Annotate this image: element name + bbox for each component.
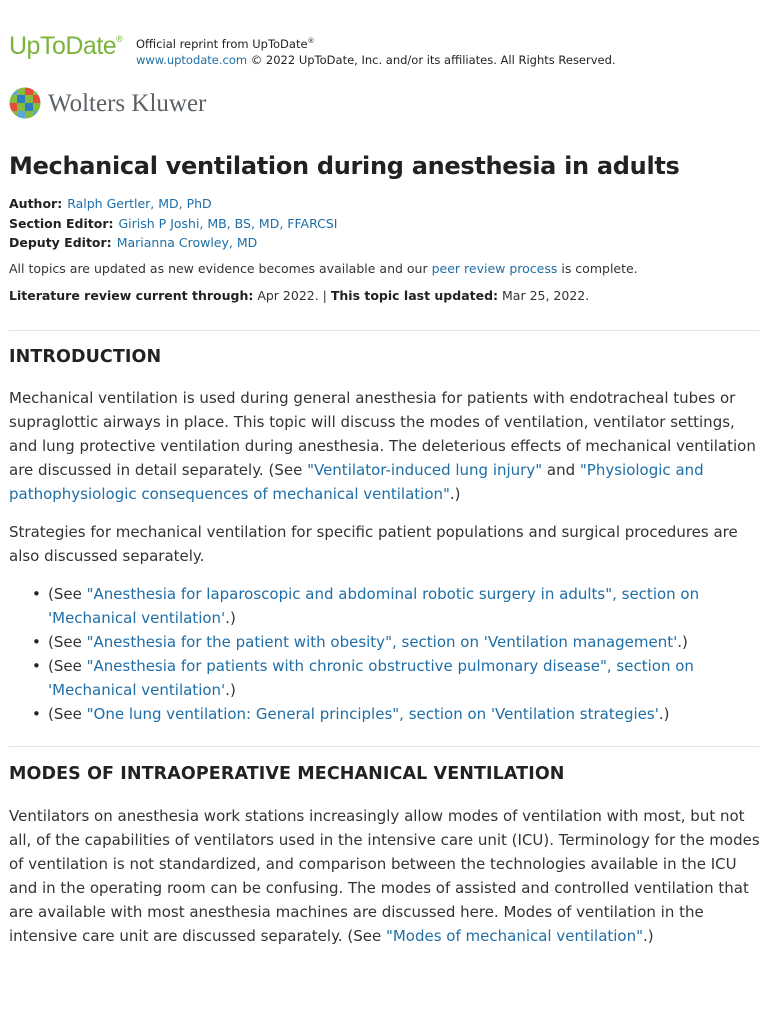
section-editor-label: Section Editor: xyxy=(9,215,114,231)
introduction-heading: INTRODUCTION xyxy=(9,347,162,367)
author-label: Author: xyxy=(9,196,63,211)
update-note: All topics are updated as new evidence becomes available and our peer review process is complete. xyxy=(9,261,638,276)
uptodate-logo[interactable]: UpToDate® xyxy=(9,32,123,60)
review-dates: Literature review current through: Apr 2022. | This topic last updated: Mar 25, 2022. xyxy=(9,288,590,303)
uptodate-site-link[interactable]: www.uptodate.com xyxy=(136,52,248,67)
reprint-header xyxy=(9,32,759,68)
bullet-icon: • xyxy=(32,585,41,603)
one-lung-ventilation-link[interactable]: "One lung ventilation: General principles", section on 'Ventilation strategies' xyxy=(86,705,659,723)
list-item: • (See "Anesthesia for the patient with obesity", section on 'Ventilation management'.) xyxy=(9,630,761,654)
section-divider xyxy=(9,746,759,747)
modes-paragraph-1: Ventilators on anesthesia work stations increasingly allow modes of ventilation with most, but not all, of the capabilities of ventilators used in the intensive care unit (ICU). Terminology for the modes of ventilation is not standardized, and comparison between the technologies available in the ICU and in the operating room can be confusing. The modes of assisted and controlled ventilation that are available with most anesthesia machines are discussed here. Modes of ventilation in the intensive care unit are discussed separately. (See "Modes of mechanical ventilation".) xyxy=(9,807,760,945)
related-topics-list xyxy=(9,582,761,726)
bullet-icon: • xyxy=(32,657,41,675)
intro-paragraph-2: Strategies for mechanical ventilation for specific patient populations and surgical procedures are also discussed separately. xyxy=(9,523,738,565)
deputy-editor-label: Deputy Editor: xyxy=(9,235,112,251)
author-link[interactable]: Ralph Gertler, MD, PhD xyxy=(67,196,212,211)
bullet-icon: • xyxy=(32,633,41,651)
laparoscopic-surgery-link[interactable]: "Anesthesia for laparoscopic and abdominal robotic surgery in adults", section on 'Mechanical ventilation' xyxy=(48,585,700,627)
deputy-editor-link[interactable]: Marianna Crowley, MD xyxy=(116,235,258,251)
author-block xyxy=(9,194,337,253)
modes-of-mechanical-ventilation-link[interactable]: "Modes of mechanical ventilation" xyxy=(385,927,644,945)
intro-paragraph-1: Mechanical ventilation is used during general anesthesia for patients with endotracheal tubes or supraglottic airways in place. This topic will discuss the modes of ventilation, ventilator settings, and lung protective ventilation during anesthesia. The deleterious effects of mechanical ventilation are discussed in detail separately. (See "Ventilator-induced lung injury" and "Physiologic and pathophysiologic consequences of mechanical ventilation".) xyxy=(9,389,756,503)
bullet-icon: • xyxy=(32,705,41,723)
wolters-kluwer-logo[interactable] xyxy=(9,87,229,119)
modes-heading: MODES OF INTRAOPERATIVE MECHANICAL VENTILATION xyxy=(9,764,565,784)
copd-anesthesia-link[interactable]: "Anesthesia for patients with chronic obstructive pulmonary disease", section on 'Mechanical ventilation' xyxy=(48,657,694,699)
section-editor-link[interactable]: Girish P Joshi, MB, BS, MD, FFARCSI xyxy=(118,215,338,231)
list-item: • (See "One lung ventilation: General principles", section on 'Ventilation strategies'.) xyxy=(9,702,761,726)
ventilator-induced-lung-injury-link[interactable]: "Ventilator-induced lung injury" xyxy=(307,461,543,479)
obesity-anesthesia-link[interactable]: "Anesthesia for the patient with obesity", section on 'Ventilation management' xyxy=(86,633,678,651)
wolters-kluwer-mark-icon xyxy=(9,87,41,119)
list-item: • (See "Anesthesia for patients with chronic obstructive pulmonary disease", section on 'Mechanical ventilation'.) xyxy=(9,654,761,702)
peer-review-link[interactable]: peer review process xyxy=(431,261,558,276)
page-title: Mechanical ventilation during anesthesia in adults xyxy=(9,152,680,180)
publisher-name: Wolters Kluwer xyxy=(48,90,207,117)
reprint-notice: Official reprint from UpToDate® www.uptodate.com © 2022 UpToDate, Inc. and/or its affiliates. All Rights Reserved. xyxy=(136,36,616,67)
list-item: • (See "Anesthesia for laparoscopic and abdominal robotic surgery in adults", section on 'Mechanical ventilation'.) xyxy=(9,582,761,630)
physiologic-consequences-link[interactable]: "Physiologic and pathophysiologic consequences of mechanical ventilation" xyxy=(9,461,704,503)
section-divider xyxy=(9,330,759,331)
